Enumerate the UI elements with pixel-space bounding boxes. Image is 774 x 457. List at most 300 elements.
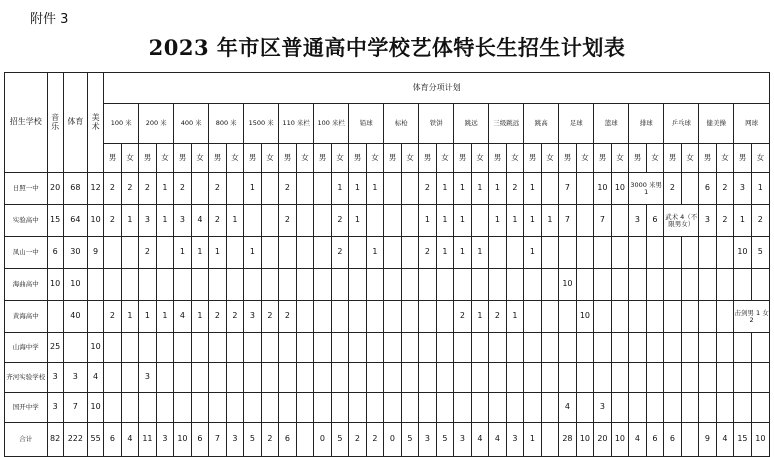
school-cell: 齐河实验学校	[5, 363, 48, 393]
quota-cell: 1	[174, 237, 192, 269]
quota-cell	[664, 269, 682, 301]
male-header: 男	[314, 144, 332, 173]
quota-cell	[261, 363, 279, 393]
quota-cell	[226, 237, 244, 269]
female-header: 女	[121, 144, 139, 173]
quota-cell	[401, 333, 419, 363]
table-row	[5, 173, 770, 205]
quota-cell	[384, 237, 402, 269]
event-header: 排球	[629, 104, 664, 144]
quota-cell	[576, 269, 594, 301]
quota-cell	[751, 393, 769, 423]
quota-cell	[314, 205, 332, 237]
quota-cell	[366, 363, 384, 393]
event-header: 400 米	[174, 104, 209, 144]
quota-cell: 2	[139, 237, 157, 269]
quota-cell: 3	[419, 423, 437, 457]
quota-cell: 4	[559, 393, 577, 423]
quota-cell	[226, 173, 244, 205]
school-cell: 凤山一中	[5, 237, 48, 269]
quota-cell: 3	[734, 173, 752, 205]
quota-cell: 2	[139, 173, 157, 205]
quota-cell: 3	[156, 423, 174, 457]
quota-cell	[419, 393, 437, 423]
quota-cell: 武术 4（不限男女）	[664, 205, 699, 237]
quota-cell	[576, 205, 594, 237]
quota-cell	[489, 237, 507, 269]
quota-cell	[139, 393, 157, 423]
quota-cell	[244, 363, 262, 393]
quota-cell	[401, 269, 419, 301]
quota-cell	[401, 393, 419, 423]
female-header: 女	[681, 144, 699, 173]
quota-cell	[506, 393, 524, 423]
school-header: 招生学校	[5, 73, 48, 173]
quota-cell: 2	[104, 301, 122, 333]
quota-cell	[559, 301, 577, 333]
table-row	[5, 237, 770, 269]
quota-cell	[139, 269, 157, 301]
male-header: 男	[384, 144, 402, 173]
quota-cell	[681, 301, 699, 333]
quota-cell	[419, 301, 437, 333]
quota-cell	[699, 363, 717, 393]
quota-cell: 5	[436, 423, 454, 457]
quota-cell	[349, 393, 367, 423]
quota-cell	[156, 393, 174, 423]
quota-cell: 1	[156, 173, 174, 205]
quota-cell: 2	[261, 423, 279, 457]
male-header: 男	[699, 144, 717, 173]
female-header: 女	[471, 144, 489, 173]
quota-cell: 2	[366, 423, 384, 457]
quota-cell: 2	[279, 301, 297, 333]
quota-cell	[226, 363, 244, 393]
quota-cell	[331, 333, 349, 363]
quota-cell: 2	[489, 301, 507, 333]
sports-cell: 40	[63, 301, 87, 333]
quota-cell	[541, 301, 559, 333]
quota-cell	[191, 393, 209, 423]
quota-cell: 2	[174, 173, 192, 205]
quota-cell: 1	[506, 301, 524, 333]
quota-cell: 4	[489, 423, 507, 457]
quota-cell: 1	[244, 173, 262, 205]
quota-cell	[419, 333, 437, 363]
quota-cell	[454, 363, 472, 393]
quota-cell: 1	[156, 205, 174, 237]
quota-cell: 10	[751, 423, 769, 457]
quota-cell	[366, 333, 384, 363]
quota-cell	[489, 363, 507, 393]
quota-cell	[279, 333, 297, 363]
quota-cell: 2	[121, 173, 139, 205]
quota-cell: 3	[454, 423, 472, 457]
quota-cell	[629, 301, 647, 333]
quota-cell	[629, 269, 647, 301]
quota-cell: 10	[576, 423, 594, 457]
table-row	[5, 205, 770, 237]
school-cell: 黄海高中	[5, 301, 48, 333]
quota-cell: 1	[349, 173, 367, 205]
event-header: 100 米栏	[314, 104, 349, 144]
quota-cell	[366, 205, 384, 237]
quota-cell	[296, 363, 314, 393]
quota-cell: 1	[454, 173, 472, 205]
quota-cell	[366, 393, 384, 423]
quota-cell	[594, 363, 612, 393]
quota-cell: 3	[594, 393, 612, 423]
quota-cell: 3	[629, 205, 647, 237]
quota-cell	[314, 173, 332, 205]
quota-cell	[279, 363, 297, 393]
male-header: 男	[419, 144, 437, 173]
quota-cell: 7	[559, 173, 577, 205]
quota-cell	[384, 301, 402, 333]
quota-cell: 10	[594, 173, 612, 205]
quota-cell	[401, 205, 419, 237]
quota-cell: 4	[716, 423, 734, 457]
quota-cell	[524, 363, 542, 393]
quota-cell	[664, 237, 682, 269]
quota-cell	[331, 269, 349, 301]
quota-cell: 1	[366, 237, 384, 269]
quota-cell: 1	[454, 237, 472, 269]
quota-cell	[261, 269, 279, 301]
quota-cell: 1	[471, 301, 489, 333]
quota-cell	[611, 393, 629, 423]
quota-cell	[629, 237, 647, 269]
sports-cell	[63, 333, 87, 363]
art-header: 美术	[88, 73, 104, 173]
female-header: 女	[716, 144, 734, 173]
quota-cell	[716, 333, 734, 363]
quota-cell: 10	[576, 301, 594, 333]
quota-cell	[541, 393, 559, 423]
quota-cell	[629, 393, 647, 423]
music-cell: 3	[47, 363, 63, 393]
quota-cell	[384, 205, 402, 237]
sports-cell: 68	[63, 173, 87, 205]
male-header: 男	[279, 144, 297, 173]
event-header: 篮球	[594, 104, 629, 144]
quota-cell: 2	[261, 301, 279, 333]
quota-cell: 7	[559, 205, 577, 237]
event-header: 110 米栏	[279, 104, 314, 144]
quota-cell	[314, 333, 332, 363]
quota-cell	[104, 393, 122, 423]
quota-cell: 3	[506, 423, 524, 457]
table-row	[5, 269, 770, 301]
male-header: 男	[524, 144, 542, 173]
quota-cell: 2	[279, 205, 297, 237]
quota-cell	[436, 301, 454, 333]
quota-cell: 1	[349, 205, 367, 237]
quota-cell	[401, 363, 419, 393]
event-header: 三级跳远	[489, 104, 524, 144]
quota-cell	[314, 393, 332, 423]
quota-cell	[209, 363, 227, 393]
quota-cell	[226, 393, 244, 423]
female-header: 女	[156, 144, 174, 173]
female-header: 女	[331, 144, 349, 173]
quota-cell: 6	[191, 423, 209, 457]
event-header: 足球	[559, 104, 594, 144]
quota-cell	[261, 393, 279, 423]
table-row	[5, 423, 770, 457]
quota-cell	[646, 393, 664, 423]
female-header: 女	[541, 144, 559, 173]
quota-cell: 10	[559, 269, 577, 301]
quota-cell	[489, 333, 507, 363]
quota-cell	[296, 423, 314, 457]
quota-cell: 5	[401, 423, 419, 457]
quota-cell	[226, 333, 244, 363]
quota-cell	[156, 333, 174, 363]
quota-cell: 6	[646, 205, 664, 237]
music-header: 音乐	[47, 73, 63, 173]
male-header: 男	[489, 144, 507, 173]
quota-cell	[664, 363, 682, 393]
quota-cell	[611, 301, 629, 333]
quota-cell	[279, 393, 297, 423]
quota-cell	[104, 237, 122, 269]
header-row-gender	[5, 144, 770, 173]
quota-cell	[611, 237, 629, 269]
quota-cell	[506, 333, 524, 363]
quota-cell	[646, 237, 664, 269]
quota-cell	[594, 301, 612, 333]
quota-cell: 20	[594, 423, 612, 457]
quota-cell	[611, 363, 629, 393]
music-cell: 15	[47, 205, 63, 237]
art-cell: 10	[88, 205, 104, 237]
quota-cell	[471, 363, 489, 393]
sports-cell: 3	[63, 363, 87, 393]
quota-cell	[296, 237, 314, 269]
music-cell: 25	[47, 333, 63, 363]
quota-cell: 6	[104, 423, 122, 457]
female-header: 女	[191, 144, 209, 173]
quota-cell: 1	[331, 173, 349, 205]
music-cell: 10	[47, 269, 63, 301]
quota-cell	[366, 301, 384, 333]
quota-cell	[454, 269, 472, 301]
quota-cell: 2	[454, 301, 472, 333]
quota-cell	[506, 363, 524, 393]
quota-cell	[489, 269, 507, 301]
quota-cell	[646, 333, 664, 363]
quota-cell	[646, 269, 664, 301]
event-header: 800 米	[209, 104, 244, 144]
quota-cell: 5	[751, 237, 769, 269]
event-header: 100 米	[104, 104, 139, 144]
male-header: 男	[349, 144, 367, 173]
female-header: 女	[646, 144, 664, 173]
female-header: 女	[506, 144, 524, 173]
quota-cell	[646, 363, 664, 393]
quota-cell	[436, 333, 454, 363]
quota-cell	[541, 269, 559, 301]
quota-cell	[419, 269, 437, 301]
quota-cell: 1	[524, 205, 542, 237]
quota-cell: 1	[191, 301, 209, 333]
quota-cell	[541, 173, 559, 205]
quota-cell	[506, 237, 524, 269]
school-cell: 合计	[5, 423, 48, 457]
male-header: 男	[454, 144, 472, 173]
quota-cell	[594, 269, 612, 301]
quota-cell: 3	[699, 205, 717, 237]
quota-cell: 1	[506, 205, 524, 237]
quota-cell	[471, 393, 489, 423]
quota-cell: 3	[139, 205, 157, 237]
quota-cell	[524, 269, 542, 301]
quota-cell: 2	[716, 173, 734, 205]
quota-cell	[681, 333, 699, 363]
female-header: 女	[261, 144, 279, 173]
quota-cell	[401, 301, 419, 333]
quota-cell	[349, 363, 367, 393]
quota-cell: 1	[209, 237, 227, 269]
quota-cell: 6	[646, 423, 664, 457]
quota-cell	[681, 269, 699, 301]
quota-cell: 6	[279, 423, 297, 457]
quota-cell	[349, 301, 367, 333]
quota-cell	[699, 237, 717, 269]
quota-cell: 1	[139, 301, 157, 333]
music-cell: 6	[47, 237, 63, 269]
quota-cell	[716, 237, 734, 269]
male-header: 男	[104, 144, 122, 173]
quota-cell	[191, 363, 209, 393]
quota-cell	[664, 301, 682, 333]
quota-cell	[174, 393, 192, 423]
quota-cell: 28	[559, 423, 577, 457]
quota-cell	[191, 333, 209, 363]
quota-cell	[576, 173, 594, 205]
quota-cell: 1	[436, 173, 454, 205]
female-header: 女	[366, 144, 384, 173]
music-cell	[47, 301, 63, 333]
art-cell: 10	[88, 393, 104, 423]
quota-cell	[121, 237, 139, 269]
quota-cell	[349, 269, 367, 301]
quota-cell	[226, 269, 244, 301]
quota-cell: 1	[121, 205, 139, 237]
quota-cell: 2	[716, 205, 734, 237]
quota-cell: 1	[419, 205, 437, 237]
music-cell: 3	[47, 393, 63, 423]
quota-cell	[349, 237, 367, 269]
quota-cell: 7	[594, 205, 612, 237]
sports-breakdown-header: 体育分项计划	[104, 73, 770, 104]
quota-cell	[384, 173, 402, 205]
quota-cell	[734, 393, 752, 423]
female-header: 女	[611, 144, 629, 173]
female-header: 女	[226, 144, 244, 173]
quota-cell	[384, 333, 402, 363]
male-header: 男	[174, 144, 192, 173]
quota-cell	[716, 363, 734, 393]
quota-cell: 1	[489, 173, 507, 205]
sports-cell: 10	[63, 269, 87, 301]
quota-cell: 2	[506, 173, 524, 205]
table-row	[5, 393, 770, 423]
quota-cell	[174, 333, 192, 363]
quota-cell	[524, 393, 542, 423]
quota-cell: 2	[279, 173, 297, 205]
quota-cell	[104, 333, 122, 363]
quota-cell	[436, 393, 454, 423]
quota-cell	[699, 393, 717, 423]
quota-cell	[664, 393, 682, 423]
male-header: 男	[559, 144, 577, 173]
event-header: 1500 米	[244, 104, 279, 144]
quota-cell	[559, 363, 577, 393]
event-header: 跳高	[524, 104, 559, 144]
sports-cell: 30	[63, 237, 87, 269]
quota-cell	[436, 363, 454, 393]
quota-cell: 2	[751, 205, 769, 237]
quota-cell: 1	[454, 205, 472, 237]
quota-cell: 1	[471, 173, 489, 205]
female-header: 女	[401, 144, 419, 173]
event-header: 健美操	[699, 104, 734, 144]
quota-cell: 1	[366, 173, 384, 205]
quota-cell	[611, 333, 629, 363]
quota-cell	[734, 269, 752, 301]
quota-cell	[541, 423, 559, 457]
quota-cell	[629, 363, 647, 393]
quota-cell: 5	[331, 423, 349, 457]
quota-cell	[716, 393, 734, 423]
art-cell: 9	[88, 237, 104, 269]
quota-cell	[559, 237, 577, 269]
event-header: 200 米	[139, 104, 174, 144]
quota-cell	[121, 333, 139, 363]
female-header: 女	[296, 144, 314, 173]
quota-cell: 2	[349, 423, 367, 457]
sports-header: 体育	[63, 73, 87, 173]
quota-cell: 1	[191, 237, 209, 269]
quota-cell	[314, 301, 332, 333]
quota-cell: 2	[104, 205, 122, 237]
quota-cell	[559, 333, 577, 363]
quota-cell	[121, 393, 139, 423]
quota-cell	[209, 393, 227, 423]
quota-cell	[331, 393, 349, 423]
male-header: 男	[209, 144, 227, 173]
quota-cell: 1	[244, 237, 262, 269]
quota-cell	[734, 363, 752, 393]
quota-cell	[664, 333, 682, 363]
quota-cell: 6	[664, 423, 682, 457]
quota-cell: 2	[419, 237, 437, 269]
quota-cell	[681, 393, 699, 423]
quota-cell	[506, 269, 524, 301]
quota-cell: 1	[226, 205, 244, 237]
music-cell: 82	[47, 423, 63, 457]
art-cell: 4	[88, 363, 104, 393]
female-header: 女	[751, 144, 769, 173]
school-cell: 国开中学	[5, 393, 48, 423]
quota-cell	[261, 237, 279, 269]
quota-cell: 4	[174, 301, 192, 333]
quota-cell	[541, 333, 559, 363]
quota-cell: 11	[139, 423, 157, 457]
quota-cell	[279, 237, 297, 269]
